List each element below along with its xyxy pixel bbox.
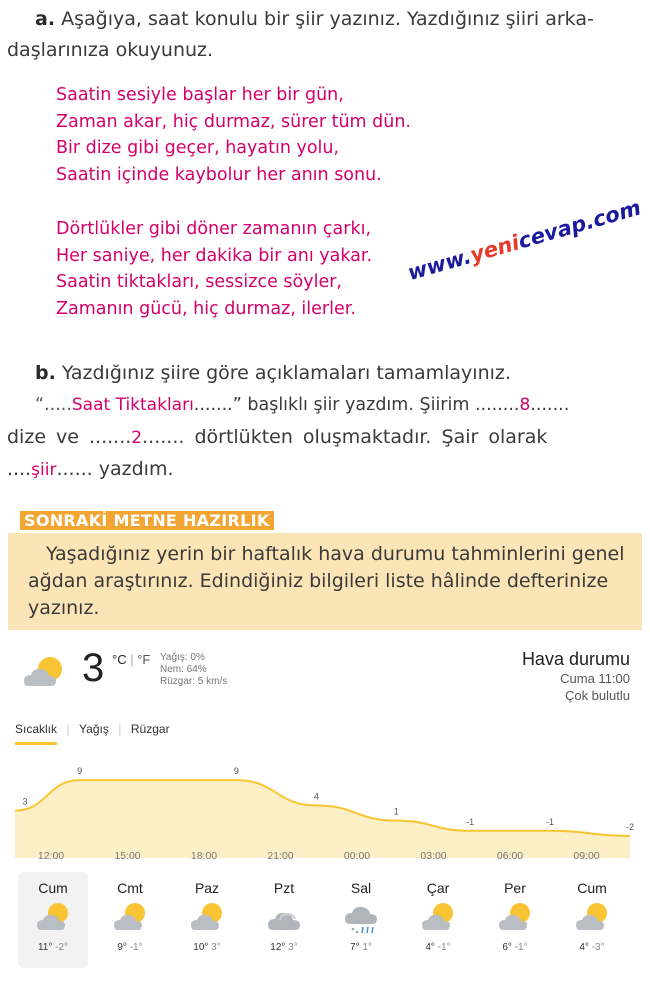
day-forecast[interactable]: [403, 872, 473, 968]
day-temps: [249, 942, 319, 953]
day-name: Cum: [38, 880, 68, 896]
day-low: -3°: [591, 942, 605, 953]
section-b-text: Yazdığınız şiire göre açıklamaları tamamlayınız.: [61, 362, 511, 384]
hour-label: 12:00: [37, 850, 65, 862]
unit-toggle: [112, 652, 150, 667]
section-a-text-1: Aşağıya, saat konulu bir şiir yazınız. Yazdığınız şiiri arka-: [61, 8, 594, 30]
temperature-label: -1: [546, 816, 555, 827]
partly-cloudy-icon: [18, 900, 88, 936]
watermark-suffix: cevap.com: [515, 195, 644, 254]
partly-cloudy-icon: [403, 900, 473, 936]
day-temps: [326, 942, 396, 953]
day-high: 7°: [350, 942, 363, 953]
day-name: Cmt: [117, 880, 143, 896]
weather-condition: Çok bulutlu: [564, 688, 630, 703]
partly-cloudy-icon: [557, 900, 627, 936]
answer-genre: şiir: [31, 460, 57, 480]
poem-stanza-2: [56, 216, 372, 322]
unit-separator: |: [130, 652, 134, 667]
day-high: 10°: [193, 942, 212, 953]
weather-header: [522, 648, 630, 704]
answer-lines: 8: [519, 395, 531, 415]
hour-label: 03:00: [420, 850, 447, 862]
day-low: 1°: [362, 942, 372, 953]
section-a-label: a.: [35, 8, 56, 30]
partly-cloudy-icon: [95, 900, 165, 936]
fill-text: ...... yazdım.: [56, 458, 174, 480]
tab-divider: |: [118, 722, 122, 736]
temperature-label: 4: [313, 791, 319, 802]
tab-wind[interactable]: Rüzgar: [130, 722, 170, 736]
hour-label: 18:00: [190, 850, 218, 862]
weather-time: Cuma 11:00: [560, 671, 630, 686]
temperature-label: 9: [77, 766, 83, 777]
temperature-chart: [15, 758, 635, 858]
section-a-question: [35, 6, 635, 32]
hour-label: 15:00: [114, 850, 141, 862]
poem-stanza-1: [56, 82, 411, 188]
watermark-prefix: www.: [405, 244, 474, 286]
answer-stanzas: 2: [131, 428, 143, 448]
cloudy-icon: [249, 900, 319, 936]
unit-fahrenheit[interactable]: °F: [137, 652, 151, 667]
poem-line: Zamanın gücü, hiç durmaz, ilerler.: [56, 298, 356, 319]
weather-tabs: [15, 720, 170, 745]
day-low: -1°: [129, 942, 143, 953]
section-b-label: b.: [35, 362, 56, 384]
humidity: Nem: 64%: [160, 664, 207, 675]
section-b-question: [35, 360, 511, 386]
day-low: 3°: [288, 942, 298, 953]
watermark-accent: yeni: [467, 230, 523, 268]
wind: Rüzgar: 5 km/s: [160, 676, 228, 687]
temperature-label: 1: [393, 806, 399, 817]
hour-label: 00:00: [343, 850, 371, 862]
day-forecast[interactable]: [95, 872, 165, 968]
day-name: Çar: [426, 880, 450, 896]
poem-line: Bir dize gibi geçer, hayatın yolu,: [56, 138, 340, 158]
day-temps: [95, 942, 165, 953]
day-name: Pzt: [273, 880, 295, 896]
dots: ....: [7, 458, 32, 480]
day-high: 12°: [270, 942, 289, 953]
day-name: Cum: [577, 880, 607, 896]
day-temps: [172, 942, 242, 953]
day-high: 4°: [425, 942, 438, 953]
day-forecast[interactable]: [18, 872, 88, 968]
rain-snow-icon: [326, 900, 396, 936]
poem-line: Zaman akar, hiç durmaz, sürer tüm dün.: [56, 111, 411, 132]
poem-line: Dörtlükler gibi döner zamanın çarkı,: [56, 219, 372, 239]
tab-temperature[interactable]: Sıcaklık: [15, 722, 57, 745]
day-high: 4°: [579, 942, 592, 953]
fill-text: .......” başlıklı şiir yazdım. Şiirim ........: [193, 395, 520, 415]
day-temps: [18, 942, 88, 953]
day-high: 6°: [502, 942, 515, 953]
section-a-text-2: daşlarınıza okuyunuz.: [7, 39, 214, 61]
poem-line: Her saniye, her dakika bir anı yakar.: [56, 245, 373, 266]
poem-line: Saatin içinde kaybolur her anın sonu.: [56, 164, 382, 185]
partly-cloudy-icon: [172, 900, 242, 936]
current-temperature: 3: [82, 646, 105, 690]
temperature-label: 9: [233, 766, 239, 777]
temperature-label: -1: [466, 816, 475, 827]
day-low: 3°: [211, 942, 221, 953]
day-forecast[interactable]: [249, 872, 319, 968]
unit-celsius[interactable]: °C: [112, 652, 127, 667]
weather-details: [160, 652, 227, 688]
temperature-label: 3: [22, 796, 28, 807]
day-name: Per: [504, 880, 526, 896]
hour-axis: [26, 850, 636, 866]
day-forecast[interactable]: [557, 872, 627, 968]
day-temps: [557, 942, 627, 953]
hour-label: 09:00: [573, 850, 600, 862]
tab-divider: |: [66, 722, 70, 736]
section-heading: SONRAKİ METNE HAZIRLIK: [20, 511, 274, 530]
fill-text: dize ve .......: [7, 426, 132, 448]
fill-line-1: [35, 392, 569, 419]
poem-line: Saatin tiktakları, sessizce söyler,: [56, 272, 342, 292]
day-forecast[interactable]: [480, 872, 550, 968]
fill-line-3: [7, 456, 174, 484]
dots: “.....: [35, 395, 72, 415]
watermark: [405, 195, 644, 285]
answer-title: Saat Tiktakları: [71, 395, 194, 415]
hour-label: 21:00: [267, 850, 294, 862]
weather-title: Hava durumu: [521, 649, 630, 669]
temperature-label: -2: [625, 821, 635, 832]
day-name: Paz: [194, 880, 220, 896]
weather-widget: [0, 640, 650, 996]
precip: Yağış: 0%: [160, 652, 205, 663]
day-forecast[interactable]: [172, 872, 242, 968]
day-low: -1°: [514, 942, 528, 953]
poem-line: Saatin sesiyle başlar her bir gün,: [56, 85, 344, 105]
hour-label: 06:00: [496, 850, 524, 862]
day-high: 11°: [37, 942, 56, 953]
day-name: Sal: [350, 880, 372, 896]
tab-precipitation[interactable]: Yağış: [79, 722, 109, 736]
daily-forecast: [18, 872, 638, 982]
prep-box: [8, 533, 642, 630]
dots: .......: [530, 395, 570, 415]
day-temps: [403, 942, 473, 953]
partly-cloudy-icon: [480, 900, 550, 936]
prep-text: Yaşadığınız yerin bir haftalık hava durumu tahminlerini genel ağdan araştırınız. Edindiğiniz bilgileri liste hâlinde defterinize yazınız.: [28, 543, 625, 619]
fill-text: ....... dörtlükten oluşmaktadır. Şair olarak: [142, 426, 548, 448]
day-low: -1°: [437, 942, 451, 953]
temperature-area: [15, 780, 630, 858]
day-high: 9°: [117, 942, 130, 953]
day-low: -2°: [55, 942, 69, 953]
fill-line-2: [7, 424, 547, 452]
day-temps: [480, 942, 550, 953]
day-forecast[interactable]: [326, 872, 396, 968]
partly-cloudy-icon: [20, 652, 70, 692]
